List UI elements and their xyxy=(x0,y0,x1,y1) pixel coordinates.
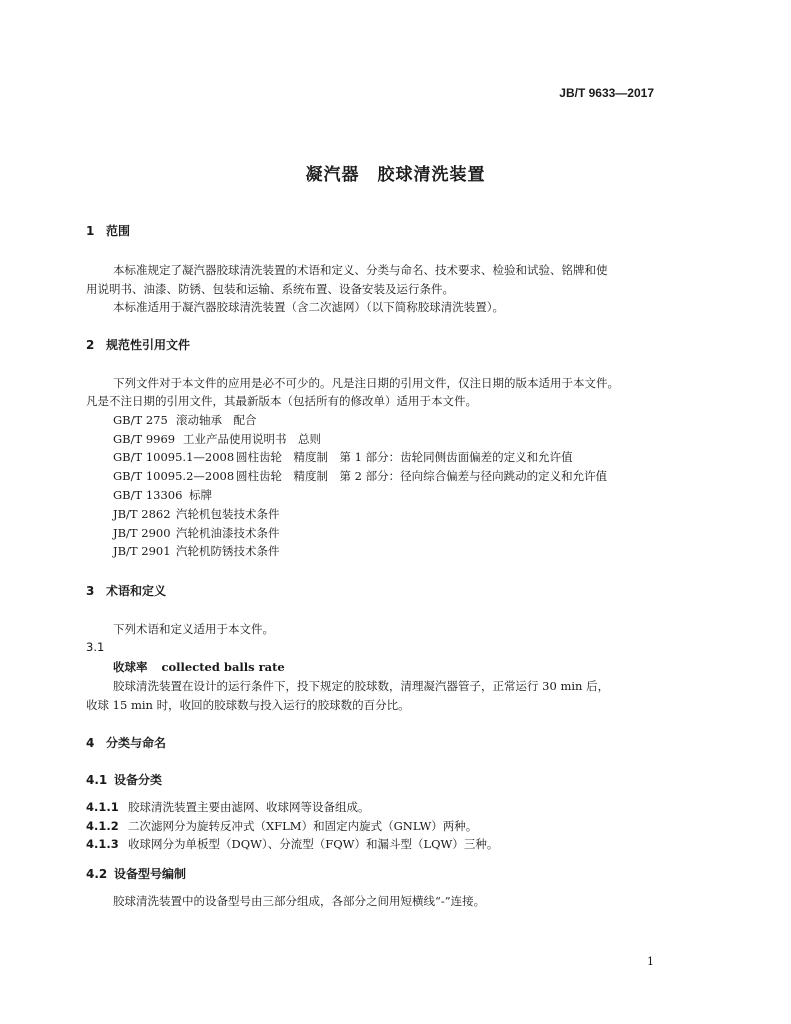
section-3-intro: 下列术语和定义适用于本文件。 xyxy=(113,622,274,636)
section-1-paragraph-2: 本标准适用于凝汽器胶球清洗装置（含二次滤网）（以下简称胶球清洗装置）。 xyxy=(113,300,504,314)
reference-item xyxy=(113,431,321,447)
reference-code: JB/T 2862 xyxy=(113,507,171,521)
term-definition-line-2: 收球 15 min 时，收回的胶球数与投入运行的胶球数的百分比。 xyxy=(86,698,410,712)
subsection-4-2-heading xyxy=(86,865,186,882)
reference-name: 汽轮机油漆技术条件 xyxy=(176,526,280,540)
section-number: 2 xyxy=(86,338,95,352)
section-title: 术语和定义 xyxy=(106,584,167,598)
section-2-paragraph-line-1: 下列文件对于本文件的应用是必不可少的。凡是注日期的引用文件，仅注日期的版本适用于本文件。 xyxy=(113,376,619,390)
reference-name: 滚动轴承 配合 xyxy=(176,413,257,427)
subsection-4-1-heading xyxy=(86,771,162,788)
reference-name: 工业产品使用说明书 总则 xyxy=(183,432,321,446)
clause-item-text: 二次滤网分为旋转反冲式（XFLM）和固定内旋式（GNLW）两种。 xyxy=(128,819,478,833)
reference-code: JB/T 2900 xyxy=(113,526,171,540)
reference-name: 汽轮机包装技术条件 xyxy=(176,507,280,521)
section-title: 范围 xyxy=(106,224,131,238)
reference-code: GB/T 13306 xyxy=(113,488,183,502)
reference-code: GB/T 10095.1—2008 xyxy=(113,450,235,464)
reference-item xyxy=(113,543,280,559)
standard-code: JB/T 9633—2017 xyxy=(559,86,654,100)
reference-item xyxy=(113,525,280,541)
section-3-heading xyxy=(86,582,166,599)
page-number: 1 xyxy=(647,955,654,968)
term-entry xyxy=(113,659,285,675)
subsection-title: 设备型号编制 xyxy=(114,867,187,881)
subsection-number: 4.1 xyxy=(86,773,108,787)
reference-item xyxy=(113,506,280,522)
reference-name: 圆柱齿轮 精度制 第 1 部分：齿轮同侧齿面偏差的定义和允许值 xyxy=(236,450,573,464)
term-english: collected balls rate xyxy=(161,660,285,674)
clause-item-number: 4.1.1 xyxy=(86,800,119,814)
reference-name: 标牌 xyxy=(189,488,212,502)
reference-item xyxy=(113,412,257,428)
reference-item xyxy=(113,468,607,484)
section-title: 分类与命名 xyxy=(106,736,167,750)
subsection-number: 4.2 xyxy=(86,867,108,881)
clause-item-text: 收球网分为单板型（DQW）、分流型（FQW）和漏斗型（LQW）三种。 xyxy=(128,837,499,851)
section-title: 规范性引用文件 xyxy=(106,338,191,352)
clause-number: 3.1 xyxy=(86,640,105,654)
term-definition-line-1: 胶球清洗装置在设计的运行条件下，投下规定的胶球数，清理凝汽器管子，正常运行 30 min 后， xyxy=(113,679,610,693)
document-title: 凝汽器 胶球清洗装置 xyxy=(305,165,486,185)
clause-item xyxy=(86,799,370,815)
reference-item xyxy=(113,487,212,503)
section-1-paragraph-1-line-1: 本标准规定了凝汽器胶球清洗装置的术语和定义、分类与命名、技术要求、检验和试验、铭牌和使 xyxy=(113,263,608,277)
reference-code: GB/T 10095.2—2008 xyxy=(113,469,235,483)
reference-code: GB/T 275 xyxy=(113,413,168,427)
subsection-4-2-paragraph: 胶球清洗装置中的设备型号由三部分组成，各部分之间用短横线“-”连接。 xyxy=(113,894,486,908)
section-number: 4 xyxy=(86,736,95,750)
section-2-paragraph-line-2: 凡是不注日期的引用文件，其最新版本（包括所有的修改单）适用于本文件。 xyxy=(86,394,477,408)
section-number: 1 xyxy=(86,224,95,238)
section-1-paragraph-1-line-2: 用说明书、油漆、防锈、包装和运输、系统布置、设备安装及运行条件。 xyxy=(86,282,454,296)
section-2-heading xyxy=(86,336,190,353)
section-1-heading xyxy=(86,222,130,239)
reference-name: 汽轮机防锈技术条件 xyxy=(176,544,280,558)
reference-name: 圆柱齿轮 精度制 第 2 部分：径向综合偏差与径向跳动的定义和允许值 xyxy=(236,469,608,483)
reference-item xyxy=(113,449,573,465)
section-number: 3 xyxy=(86,584,95,598)
term-chinese: 收球率 xyxy=(113,660,148,674)
clause-item xyxy=(86,818,477,834)
reference-code: GB/T 9969 xyxy=(113,432,176,446)
subsection-title: 设备分类 xyxy=(114,773,163,787)
clause-item-number: 4.1.3 xyxy=(86,837,119,851)
clause-item-text: 胶球清洗装置主要由滤网、收球网等设备组成。 xyxy=(128,800,370,814)
clause-item xyxy=(86,836,498,852)
clause-item-number: 4.1.2 xyxy=(86,819,119,833)
section-4-heading xyxy=(86,734,166,751)
reference-code: JB/T 2901 xyxy=(113,544,171,558)
